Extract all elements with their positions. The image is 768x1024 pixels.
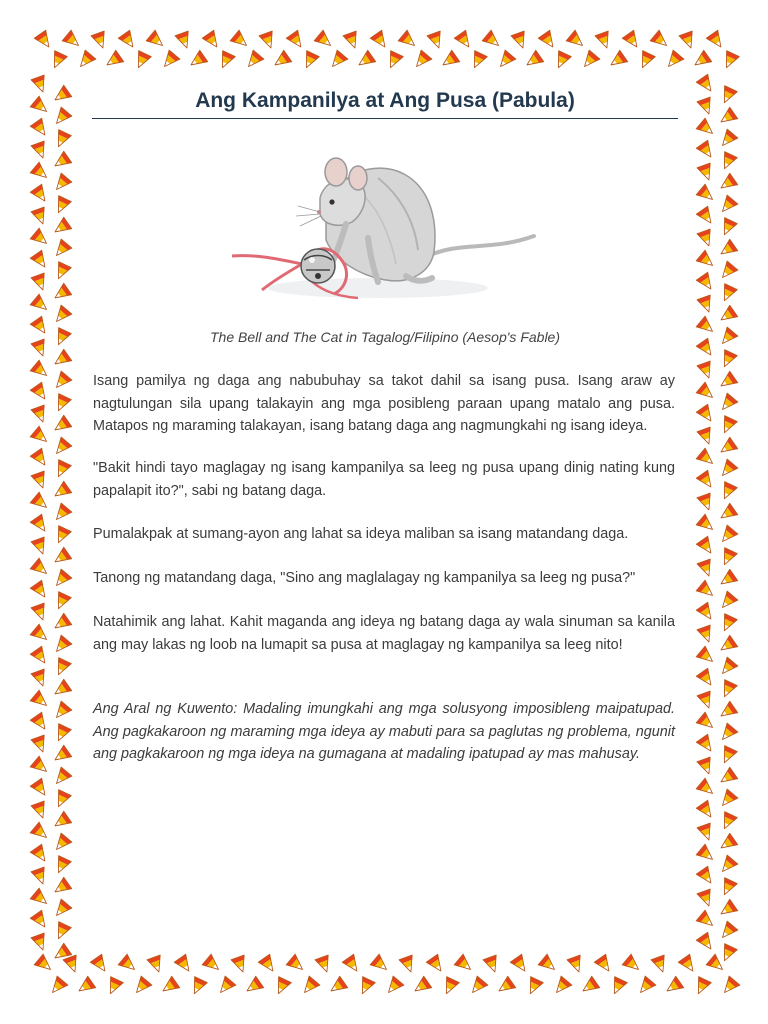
- story-paragraph: Isang pamilya ng daga ang nabubuhay sa takot dahil sa isang pusa. Isang araw ay nagtulungan sila upang talakayin ang mga posibleng paraan upang matalo ang pusa. Matapos ng maraming talakayan, isang batang daga ang nagmungkahi ng isang ideya.: [93, 373, 675, 434]
- mouse-with-bell-illustration: [228, 148, 540, 308]
- page-title: Ang Kampanilya at Ang Pusa (Pabula): [195, 89, 575, 112]
- story-paragraph: Pumalakpak at sumang-ayon ang lahat sa ideya maliban sa isang matandang daga.: [93, 526, 629, 542]
- story-paragraph: "Bakit hindi tayo maglagay ng isang kampanilya sa leeg ng pusa upang dinig nating kung papalapit ito?", sabi ng batang daga.: [93, 460, 675, 499]
- story-paragraph: Tanong ng matandang daga, "Sino ang maglalagay ng kampanilya sa leeg ng pusa?": [93, 570, 636, 586]
- story-moral: Ang Aral ng Kuwento: Madaling imungkahi ang mga solusyong imposibleng maipatupad. Ang pagkakaroon ng maraming mga ideya ay mabuti para sa paglutas ng problema, ngunit ang pagkakaroon ng mga ideya na gumagana at madaling ipatupad ay mas mahusay.: [93, 701, 675, 762]
- image-caption: The Bell and The Cat in Tagalog/Filipino (Aesop's Fable): [209, 329, 560, 345]
- story-paragraph: Natahimik ang lahat. Kahit maganda ang ideya ng batang daga ay wala sinuman sa kanila ang may lakas ng loob na lumapit sa pusa at maglagay ng kampanilya sa leeg nito!: [93, 614, 675, 653]
- title-divider: [92, 118, 678, 119]
